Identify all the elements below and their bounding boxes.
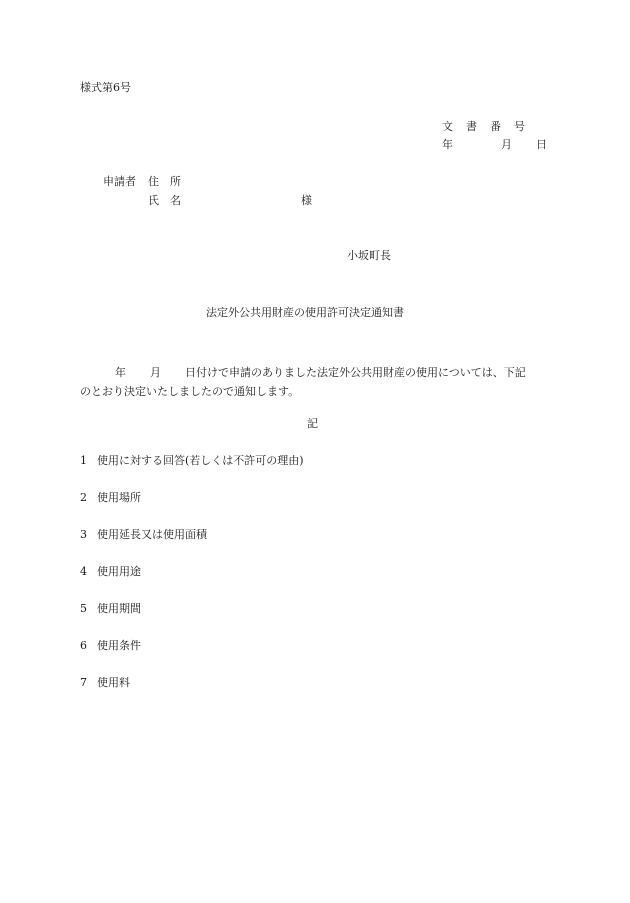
list-item: 3 使用延長又は使用面積: [80, 528, 207, 541]
applicant-address-label: 住 所: [148, 175, 181, 188]
body-year: 年: [115, 366, 126, 379]
list-item: 2 使用場所: [80, 491, 141, 504]
applicant-honorific: 様: [301, 194, 312, 207]
applicant-name-label: 氏 名: [148, 194, 181, 207]
body-line-1-text: 日付けで申請のありました法定外公共用財産の使用については、下記: [185, 366, 526, 379]
body-line-2: のとおり決定いたしましたので通知します。: [80, 385, 300, 398]
doc-number-char-2: 書: [466, 120, 477, 133]
list-item: 1 使用に対する回答(若しくは不許可の理由): [80, 454, 304, 467]
doc-number-char-3: 番: [490, 120, 501, 133]
body-month: 月: [150, 366, 161, 379]
issuer-name: 小坂町長: [347, 249, 391, 262]
form-number: 様式第6号: [80, 81, 131, 94]
document-number-label: [442, 121, 525, 132]
body-line-1: [80, 363, 552, 382]
issue-date-line: [442, 139, 547, 150]
list-item: 5 使用期間: [80, 602, 141, 615]
document-title: 法定外公共用財産の使用許可決定通知書: [206, 306, 404, 319]
doc-number-char-1: 文: [442, 120, 453, 133]
applicant-label: 申請者: [103, 175, 136, 188]
doc-number-char-4: 号: [514, 120, 525, 133]
list-item: 6 使用条件: [80, 639, 141, 652]
ki-heading: 記: [307, 417, 318, 430]
list-item: 7 使用料: [80, 676, 130, 689]
body-paragraph: [80, 363, 552, 401]
date-day: 日: [536, 138, 547, 151]
date-month: 月: [501, 138, 512, 151]
date-year: 年: [442, 138, 453, 151]
list-item: 4 使用用途: [80, 565, 141, 578]
